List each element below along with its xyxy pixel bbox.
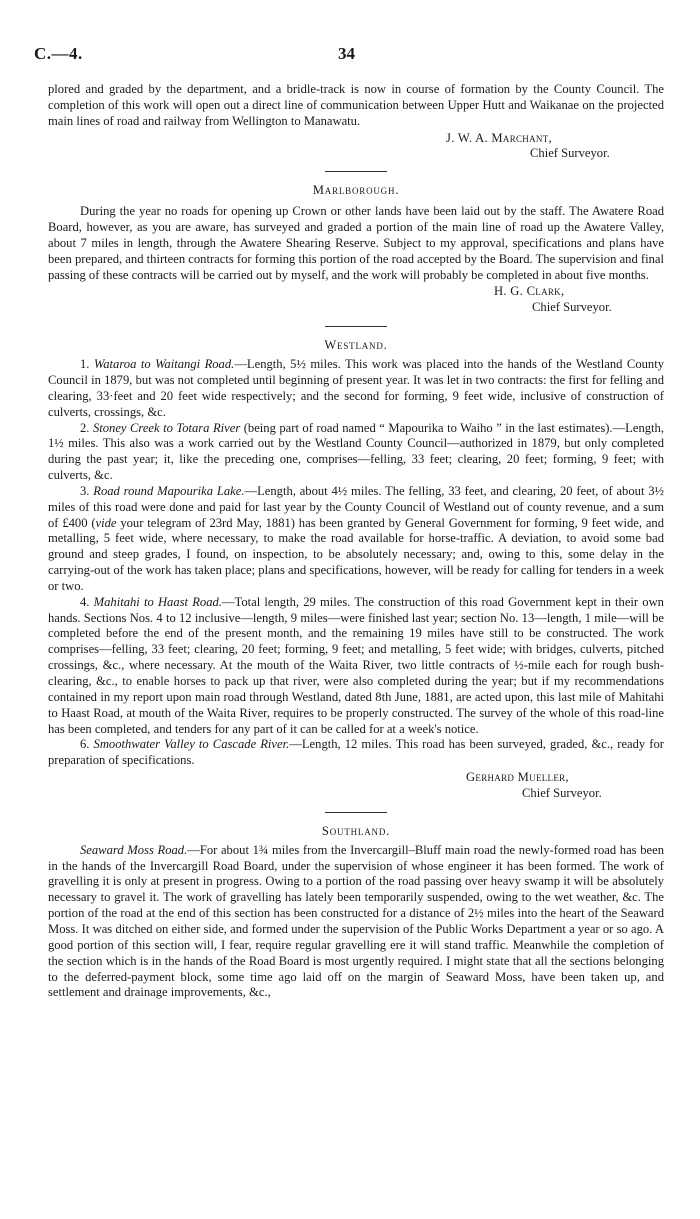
signature-clark	[48, 284, 664, 316]
westland-item-1	[48, 357, 664, 420]
item-number: 3.	[80, 483, 90, 498]
signature-title: Chief Surveyor.	[530, 146, 610, 161]
westland-item-6	[48, 737, 664, 769]
page-number: 34	[338, 44, 355, 63]
vide-word: vide	[95, 515, 117, 530]
road-name: Stoney Creek to Totara River	[92, 420, 241, 435]
road-name: Smoothwater Valley to Cascade River.	[93, 737, 290, 752]
signature-marchant	[48, 131, 664, 163]
item-text: —Total length, 29 miles. The construction of this road Government kept in their own hands. Sections Nos. 4 to 12 inclusive—length, 9 miles—were finished last year; section No. 13—length, 1 mile—will be completed before the end of the present month, and the remaining 19 miles have still to be constructed. The work comprises—felling, 33 feet; clearing, 20 feet; forming, 9 feet; and metalling, 5 feet wide; with bridges, culverts, pitched crossings, &c., where necessary. At the mouth of the Waita River, two little contracts of ½-mile each for rough bush-clearing, &c., to enable horses to pack up that river, were also completed during the year; but if my recommendations contained in my report upon main road through Westland, dated 8th June, 1881, are acted upon, this last mile of Mahitahi to Haast Road, at mouth of the Waita River, requires to be properly constructed. The survey of the whole of this road-line has been completed, and tenders for any part of it can be called for at a week's notice.	[48, 594, 664, 736]
page-body	[48, 82, 664, 1001]
section-title-southland: Southland.	[321, 823, 391, 838]
section-divider	[325, 812, 387, 813]
item-text: your telegram of 23rd May, 1881) has been granted by General Government for forming, 9 feet wide, and metalling, 5 feet wide, where necessary, to make the road available for horse-traffic. A deviation, to avoid some bad ground and steep grades, I found, on inspection, to be absolutely necessary; and, owing to this, some delay in the carrying-out of the work has taken place; plans and specifications, however, will be ready for calling for tenders in a week or two.	[48, 515, 664, 593]
section-title-westland: Westland.	[324, 338, 388, 353]
item-number: 4.	[80, 594, 90, 609]
section-divider	[325, 171, 387, 172]
signature-name: H. G. Clark,	[494, 284, 565, 299]
westland-item-4	[48, 595, 664, 738]
marlborough-paragraph: During the year no roads for opening up Crown or other lands have been laid out by the staff. The Awatere Road Board, however, as you are aware, has surveyed and graded a portion of the main line of road up the Awatere Valley, about 7 miles in length, through the Awatere Shearing Reserve. Subject to my approval, specifications and plans have been prepared, and thirteen contracts for forming this portion of the road accepted by the Board. The supervision and final passing of these contracts will be carried out by myself, and the work will probably be completed in about five months.	[48, 204, 664, 282]
item-number: 1.	[80, 357, 90, 372]
signature-name: J. W. A. Marchant,	[446, 130, 552, 145]
signature-mueller	[48, 770, 664, 802]
item-number: 2.	[80, 420, 90, 435]
document-reference: C.—4.	[34, 44, 83, 63]
road-name: Wataroa to Waitangi Road.	[93, 357, 235, 372]
section-divider	[325, 326, 387, 327]
section-title-marlborough: Marlborough.	[312, 183, 400, 198]
signature-title: Chief Surveyor.	[532, 300, 612, 315]
road-name: Mahitahi to Haast Road.	[93, 594, 222, 609]
item-text: —Length, 12 miles. This road has been surveyed, graded, &c., ready for preparation of specifications.	[48, 737, 664, 768]
item-text: (being part of road named “ Mapourika to Waiho ” in the last estimates).—Length, 1½ miles. This also was a work carried out by the Westland County Council—authorized in 1879, but only completed during the past year; it, like the preceding one, comprises—felling, 33 feet; clearing, 20 feet; forming, 9 feet; with culverts, &c.	[48, 420, 664, 483]
westland-item-2	[48, 421, 664, 484]
item-text: —For about 1¾ miles from the Invercargill–Bluff main road the newly-formed road has been in the hands of the Invercargill Road Board, under the supervision of whose engineer it has been formed. The work of gravelling it is only at present in progress. Owing to a portion of the road passing over heavy swamp it will be absolutely necessary to gravel it. The work of gravelling has lately been temporarily suspended, owing to the wet weather, &c. The portion of the road at the end of this section has been constructed for a distance of 2½ miles into the heart of the Seaward Moss. It was ditched on either side, and formed under the supervision of the Public Works Department a year or so ago. A good portion of this section will, I fear, require regular gravelling ere it will stand traffic. Meanwhile the completion of the section which is in the hands of the Road Board is most urgently required. I might state that all the sections belonging to the deferred-payment block, some time ago laid off on the margin of Seaward Moss, have been taken up, and settlement and drainage improvements, &c.,	[48, 842, 664, 1000]
southland-paragraph	[48, 843, 664, 1001]
item-text: —Length, about 4½ miles. The felling, 33 feet, and clearing, 20 feet, of about 3½ miles of this road were done and paid for last year by the County Council of Westland out of county revenue, and a sum of £400 (	[48, 483, 664, 530]
item-text: —Length, 5½ miles. This work was placed into the hands of the Westland County Council in 1879, but was not completed until beginning of present year. It was let in two contracts: the first for felling and clearing, 33·feet and 20 feet wide respectively; and the second for forming, 9 feet wide, inclusive of construction of culverts, crossings, &c.	[48, 357, 665, 419]
item-number: 6.	[80, 737, 90, 752]
page-header	[30, 44, 670, 68]
signature-name: Gerhard Mueller,	[466, 770, 569, 785]
signature-title: Chief Surveyor.	[522, 785, 602, 800]
westland-item-3	[48, 484, 664, 595]
road-name: Seaward Moss Road.	[80, 842, 188, 857]
road-name: Road round Mapourika Lake.	[93, 483, 245, 498]
intro-paragraph: plored and graded by the department, and a bridle-track is now in course of formation by the County Council. The completion of this work will open out a direct line of communication between Upper Hutt and Waikanae on the projected main lines of road and railway from Wellington to Manawatu.	[48, 82, 664, 128]
